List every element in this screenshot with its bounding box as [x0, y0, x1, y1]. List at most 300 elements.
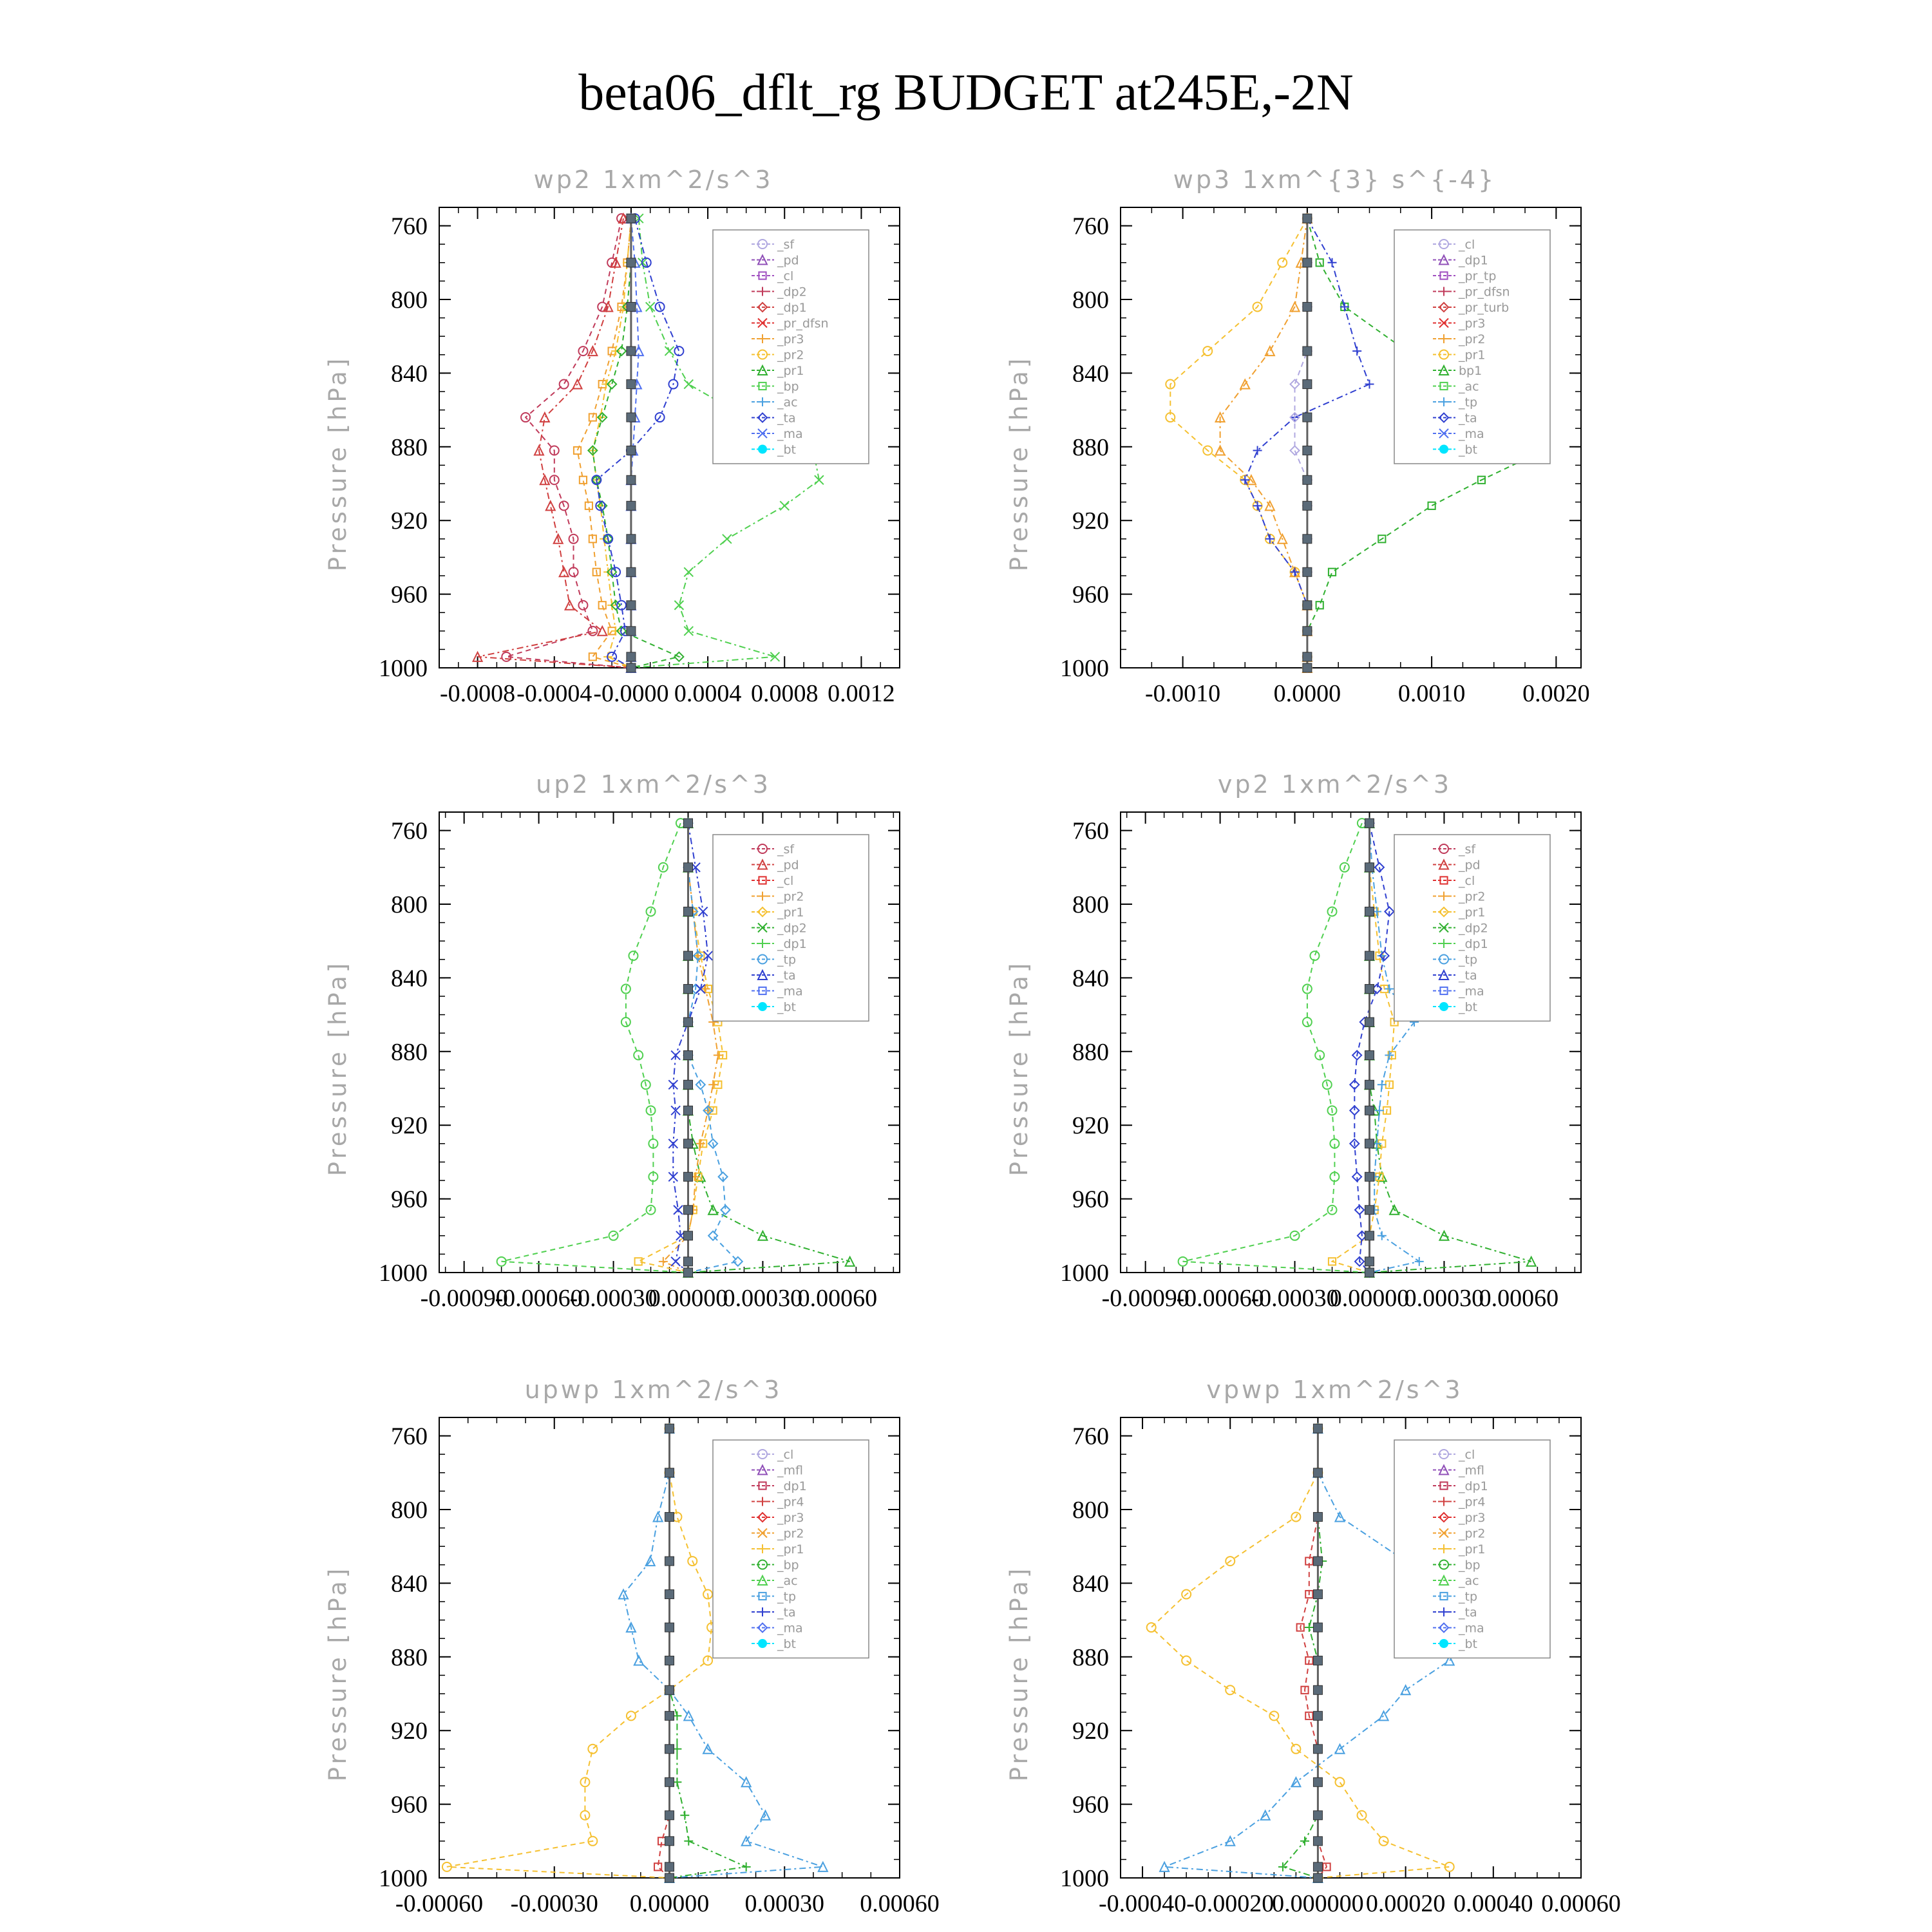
data-point [1365, 1139, 1374, 1148]
data-point [1226, 1685, 1235, 1694]
y-tick-label: 840 [1072, 1570, 1109, 1598]
legend-label: _bp [777, 1558, 799, 1573]
data-point [684, 627, 693, 636]
legend [1394, 835, 1550, 1021]
legend-label: _sf [777, 238, 795, 252]
y-tick-label: 760 [1072, 1423, 1109, 1450]
x-tick-label: 0.0012 [828, 680, 895, 707]
y-tick-label: 800 [1072, 287, 1109, 314]
legend-label: _ta [1459, 1605, 1477, 1620]
data-point [1365, 819, 1374, 828]
legend-label: _bt [777, 1000, 797, 1014]
y-tick-label: 920 [391, 507, 428, 535]
data-point [1316, 601, 1323, 609]
data-point [1300, 1837, 1309, 1846]
y-tick-label: 800 [391, 891, 428, 918]
data-point [1203, 346, 1212, 355]
data-point [1365, 380, 1374, 389]
legend-label: _dp1 [1459, 937, 1488, 951]
data-point [1365, 863, 1374, 872]
data-point [1310, 951, 1319, 960]
data-point [1303, 627, 1312, 636]
data-point [665, 346, 674, 355]
y-tick-label: 840 [391, 360, 428, 388]
data-point [683, 1106, 692, 1115]
data-point [1365, 1257, 1374, 1266]
x-tick-label: -0.00030 [510, 1890, 598, 1917]
data-point [683, 1268, 692, 1277]
y-tick-label: 840 [391, 1570, 428, 1598]
data-point [665, 1656, 674, 1665]
data-point [703, 951, 712, 960]
y-tick-label: 880 [1072, 1643, 1109, 1671]
data-point [627, 601, 636, 610]
data-point [627, 475, 636, 484]
legend-label: _pr3 [777, 332, 804, 346]
data-point [1278, 258, 1287, 267]
x-tick-label: -0.00030 [1251, 1285, 1339, 1312]
data-point [665, 1468, 674, 1477]
legend-label: _tp [777, 952, 797, 967]
legend-label: _mfl [777, 1463, 803, 1478]
chart-panel-3 [324, 770, 900, 1312]
data-point [1265, 346, 1274, 355]
legend-marker [1439, 445, 1448, 454]
y-tick-label: 920 [391, 1112, 428, 1140]
data-point [683, 907, 692, 916]
legend [713, 1440, 869, 1658]
legend-label: _dp1 [777, 1479, 807, 1493]
legend-label: _dp1 [1459, 1479, 1488, 1493]
y-axis-label: Pressure [hPa] [1005, 355, 1033, 572]
x-tick-label: 0.0004 [674, 680, 742, 707]
series-_pr2 [1216, 214, 1312, 672]
x-tick-label: 0.00040 [1454, 1890, 1533, 1917]
legend-marker [1439, 1639, 1448, 1648]
data-point [1303, 413, 1312, 422]
data-point [627, 663, 636, 672]
data-point [1378, 1080, 1387, 1089]
series-_bt [1303, 214, 1312, 672]
data-point [627, 627, 636, 636]
legend-label: _pr_turb [1459, 301, 1510, 315]
data-point [1313, 1590, 1322, 1599]
data-point [683, 985, 692, 994]
legend-label: _pr2 [1459, 1526, 1486, 1541]
data-point [665, 1685, 674, 1694]
x-tick-label: -0.00060 [495, 1285, 583, 1312]
series-_pr1 [442, 1424, 716, 1882]
x-tick-label: 0.00030 [1404, 1285, 1484, 1312]
data-point [1313, 1745, 1322, 1754]
data-point [1365, 1018, 1374, 1027]
legend-label: _ma [777, 984, 803, 999]
series-line [502, 823, 688, 1273]
legend-marker [758, 1639, 767, 1648]
series-_bt [1313, 1424, 1322, 1882]
data-point [683, 951, 692, 960]
data-point [627, 380, 636, 389]
x-tick-label: -0.0000 [593, 680, 669, 707]
legend-label: _dp2 [777, 921, 807, 936]
data-point [683, 1051, 692, 1060]
data-point [1375, 1106, 1384, 1115]
data-point [627, 258, 636, 267]
x-tick-label: 0.00020 [1365, 1890, 1446, 1917]
legend-label: _ma [1459, 427, 1484, 441]
data-point [665, 1424, 674, 1433]
x-tick-label: 0.0000 [1273, 680, 1341, 707]
legend-label: _pr4 [777, 1495, 804, 1510]
data-point [1313, 1711, 1322, 1720]
legend-label: _dp1 [1459, 253, 1488, 268]
data-point [1303, 302, 1312, 311]
y-tick-label: 800 [391, 287, 428, 314]
series-_pr1 [1329, 820, 1398, 1276]
data-point [665, 1862, 674, 1871]
data-point [629, 951, 638, 960]
legend [713, 230, 869, 464]
data-point [674, 601, 683, 610]
data-point [1291, 1745, 1300, 1754]
legend-label: _cl [777, 269, 794, 283]
x-tick-label: 0.000000 [1272, 1890, 1364, 1917]
data-point [546, 501, 555, 510]
y-tick-label: 920 [1072, 1718, 1109, 1745]
data-point [1335, 1777, 1344, 1786]
legend [1394, 1440, 1550, 1658]
data-point [1291, 380, 1300, 389]
data-point [1313, 1837, 1322, 1846]
legend-label: _pr_dfsn [1459, 285, 1510, 299]
series-line [1183, 823, 1370, 1273]
data-point [634, 1656, 643, 1665]
legend-label: _pr2 [1459, 332, 1486, 346]
data-point [1365, 1231, 1374, 1240]
legend-label: _pd [777, 253, 799, 268]
series-line [478, 218, 631, 668]
y-tick-label: 960 [391, 1791, 428, 1819]
legend-label: _pr1 [777, 364, 804, 378]
legend-label: _ta [1459, 411, 1477, 426]
data-point [1147, 1623, 1156, 1632]
data-point [683, 1231, 692, 1240]
y-tick-label: 920 [1072, 507, 1109, 535]
series-_bt [1365, 819, 1374, 1277]
legend-label: _dp1 [777, 937, 807, 951]
panel-title: vp2 1xm^2/s^3 [1217, 770, 1452, 799]
legend-label: bp1 [1459, 364, 1482, 378]
x-tick-label: 0.0010 [1397, 680, 1466, 707]
data-point [1365, 1206, 1374, 1215]
legend-label: _dp2 [777, 285, 807, 299]
y-tick-label: 760 [1072, 213, 1109, 240]
data-point [627, 446, 636, 455]
x-tick-label: -0.00060 [395, 1890, 484, 1917]
data-point [665, 1623, 674, 1632]
series-_pr1 [1166, 214, 1312, 672]
y-tick-label: 800 [391, 1497, 428, 1524]
data-point [1365, 1106, 1374, 1115]
y-tick-label: 760 [391, 1423, 428, 1450]
y-tick-label: 960 [391, 581, 428, 609]
legend-label: _mfl [1459, 1463, 1484, 1478]
legend-label: _pr3 [777, 1511, 804, 1525]
data-point [671, 1257, 680, 1266]
figure-title: beta06_dflt_rg BUDGET at245E,-2N [578, 64, 1354, 121]
legend-label: _cl [1459, 874, 1475, 888]
data-point [1365, 985, 1374, 994]
data-point [683, 863, 692, 872]
chart-panel-4 [1005, 770, 1581, 1312]
x-tick-label: -0.00030 [569, 1285, 658, 1312]
data-point [665, 1745, 674, 1754]
y-tick-label: 920 [391, 1718, 428, 1745]
legend-label: _dp1 [777, 301, 807, 315]
legend-label: _pr1 [1459, 905, 1486, 920]
data-point [1303, 535, 1312, 544]
data-point [569, 567, 578, 576]
y-tick-label: 1000 [1060, 655, 1109, 682]
series-_bt [683, 819, 692, 1277]
panel-title: wp2 1xm^2/s^3 [533, 166, 773, 194]
data-point [1303, 601, 1312, 610]
y-tick-label: 800 [1072, 891, 1109, 918]
data-point [665, 1557, 674, 1566]
legend-label: _bt [1459, 1637, 1478, 1651]
x-tick-label: 0.0020 [1522, 680, 1590, 707]
legend [1394, 230, 1550, 464]
legend-marker [1439, 1002, 1448, 1011]
data-point [1378, 1231, 1387, 1240]
y-tick-label: 840 [391, 965, 428, 992]
legend-label: _ta [1459, 969, 1477, 983]
series-_bt [627, 214, 636, 672]
data-point [1365, 1268, 1374, 1277]
data-point [1303, 380, 1312, 389]
y-tick-label: 960 [1072, 1186, 1109, 1213]
legend-label: _ta [777, 411, 796, 426]
legend-label: _ta [777, 1605, 796, 1620]
data-point [1313, 1468, 1322, 1477]
legend-marker [758, 445, 767, 454]
y-tick-label: 1000 [379, 1865, 428, 1892]
data-point [665, 1711, 674, 1720]
data-point [1415, 1257, 1424, 1266]
legend-label: _pd [777, 858, 799, 873]
data-point [578, 601, 587, 610]
data-point [574, 447, 581, 454]
legend-label: _pr3 [1459, 316, 1486, 331]
x-tick-label: 0.0008 [751, 680, 819, 707]
data-point [1303, 475, 1312, 484]
data-point [680, 1811, 689, 1820]
x-tick-label: 0.00030 [744, 1890, 824, 1917]
data-point [1313, 1862, 1322, 1871]
legend-label: _cl [777, 1448, 794, 1462]
data-point [599, 601, 606, 609]
y-tick-label: 1000 [379, 655, 428, 682]
data-point [780, 501, 789, 510]
legend-label: _tp [777, 1589, 797, 1604]
legend-label: _ma [777, 1621, 803, 1636]
series-_dp1 [1179, 819, 1374, 1277]
x-tick-label: 0.00030 [723, 1285, 803, 1312]
data-point [684, 1711, 693, 1720]
data-point [627, 346, 636, 355]
legend-label: _bt [1459, 1000, 1478, 1014]
x-tick-label: -0.00060 [1176, 1285, 1264, 1312]
legend-label: _pr4 [1459, 1495, 1486, 1510]
data-point [1313, 1656, 1322, 1665]
data-point [1365, 907, 1374, 916]
y-axis-label: Pressure [hPa] [1005, 960, 1033, 1177]
legend-marker [758, 1002, 767, 1011]
data-point [627, 214, 636, 223]
data-point [1303, 501, 1312, 510]
y-axis-label: Pressure [hPa] [1005, 1565, 1033, 1782]
y-tick-label: 880 [391, 433, 428, 461]
data-point [1352, 346, 1361, 355]
data-point [1365, 1080, 1374, 1089]
x-tick-label: -0.00040 [1098, 1890, 1187, 1917]
legend-label: _ma [1459, 984, 1484, 999]
data-point [723, 535, 732, 544]
data-point [627, 535, 636, 544]
data-point [665, 1811, 674, 1820]
legend-label: _tp [1459, 952, 1478, 967]
data-point [1303, 258, 1312, 267]
y-tick-label: 760 [1072, 817, 1109, 845]
chart-panel-6 [1005, 1376, 1621, 1917]
legend-label: _ac [1459, 379, 1479, 394]
data-point [1313, 1623, 1322, 1632]
legend-label: _cl [1459, 1448, 1475, 1462]
y-tick-label: 800 [1072, 1497, 1109, 1524]
legend-label: _bt [777, 442, 797, 457]
data-point [1182, 1656, 1191, 1665]
legend-label: _pr2 [777, 889, 804, 904]
data-point [665, 1512, 674, 1521]
x-tick-label: 0.00060 [860, 1890, 940, 1917]
data-point [1365, 1172, 1374, 1181]
data-point [646, 302, 655, 311]
data-point [665, 1590, 674, 1599]
y-tick-label: 960 [1072, 1791, 1109, 1819]
data-point [684, 567, 693, 576]
x-tick-label: 0.00000 [629, 1890, 710, 1917]
data-point [588, 627, 597, 636]
data-point [1365, 951, 1374, 960]
legend-label: _pr1 [777, 1542, 804, 1557]
legend-label: _pr2 [777, 348, 804, 363]
legend-label: _sf [1459, 842, 1476, 857]
legend-label: _bp [1459, 1558, 1481, 1573]
legend-label: _bt [1459, 442, 1478, 457]
chart-panel-5 [324, 1376, 940, 1917]
data-point [627, 413, 636, 422]
series-line [1170, 218, 1307, 668]
x-tick-label: 0.00000 [648, 1285, 728, 1312]
data-point [742, 1862, 751, 1871]
legend-label: _pd [1459, 858, 1481, 873]
legend-label: _bt [777, 1637, 797, 1651]
legend-label: _pr_dfsn [777, 316, 829, 331]
y-tick-label: 880 [1072, 1038, 1109, 1066]
legend-label: _dp2 [1459, 921, 1488, 936]
x-tick-label: 0.00060 [1541, 1890, 1621, 1917]
y-axis-label: Pressure [hPa] [324, 1565, 352, 1782]
data-point [1313, 1811, 1322, 1820]
legend-label: _pr1 [1459, 1542, 1486, 1557]
panel-title: vpwp 1xm^2/s^3 [1206, 1376, 1463, 1404]
data-point [684, 1837, 693, 1846]
data-point [683, 1080, 692, 1089]
y-tick-label: 760 [391, 817, 428, 845]
data-point [1253, 446, 1262, 455]
legend-label: _ac [1459, 1574, 1479, 1588]
data-point [1313, 1873, 1322, 1882]
x-tick-label: 0.00060 [797, 1285, 878, 1312]
y-tick-label: 840 [1072, 965, 1109, 992]
x-tick-label: 0.00000 [1329, 1285, 1410, 1312]
x-tick-label: -0.0008 [440, 680, 516, 707]
legend-label: _tp [1459, 1589, 1478, 1604]
data-point [627, 652, 636, 661]
legend-label: _bp [777, 379, 799, 394]
data-point [1313, 1424, 1322, 1433]
legend-label: _cl [777, 874, 794, 888]
x-tick-label: -0.0004 [516, 680, 592, 707]
panel-title: wp3 1xm^{3} s^{-4} [1173, 166, 1497, 194]
data-point [683, 1257, 692, 1266]
data-point [1305, 1623, 1314, 1632]
y-axis-label: Pressure [hPa] [324, 960, 352, 1177]
data-point [683, 819, 692, 828]
legend-label: _ac [777, 395, 798, 410]
legend-label: _ta [777, 969, 796, 983]
legend-label: _ma [777, 427, 803, 441]
x-tick-label: -0.0010 [1145, 680, 1221, 707]
panel-title: upwp 1xm^2/s^3 [524, 1376, 782, 1404]
data-point [1303, 567, 1312, 576]
data-point [665, 1837, 674, 1846]
data-point [665, 1777, 674, 1786]
data-point [627, 567, 636, 576]
x-tick-label: -0.00090 [420, 1285, 508, 1312]
data-point [1313, 1777, 1322, 1786]
panels-group [324, 166, 1621, 1917]
y-tick-label: 960 [391, 1186, 428, 1213]
data-point [1303, 346, 1312, 355]
x-tick-label: -0.00090 [1101, 1285, 1189, 1312]
series-line [592, 218, 631, 668]
data-point [627, 501, 636, 510]
legend-label: _ma [1459, 1621, 1484, 1636]
y-tick-label: 880 [391, 1038, 428, 1066]
legend-label: _pr1 [1459, 348, 1486, 363]
data-point [1303, 652, 1312, 661]
x-tick-label: 0.00060 [1479, 1285, 1559, 1312]
data-point [1303, 214, 1312, 223]
data-point [683, 1018, 692, 1027]
data-point [1365, 1051, 1374, 1060]
legend-label: _pr3 [1459, 1511, 1486, 1525]
y-tick-label: 880 [1072, 433, 1109, 461]
y-tick-label: 840 [1072, 360, 1109, 388]
series-line [1332, 823, 1395, 1273]
data-point [627, 302, 636, 311]
